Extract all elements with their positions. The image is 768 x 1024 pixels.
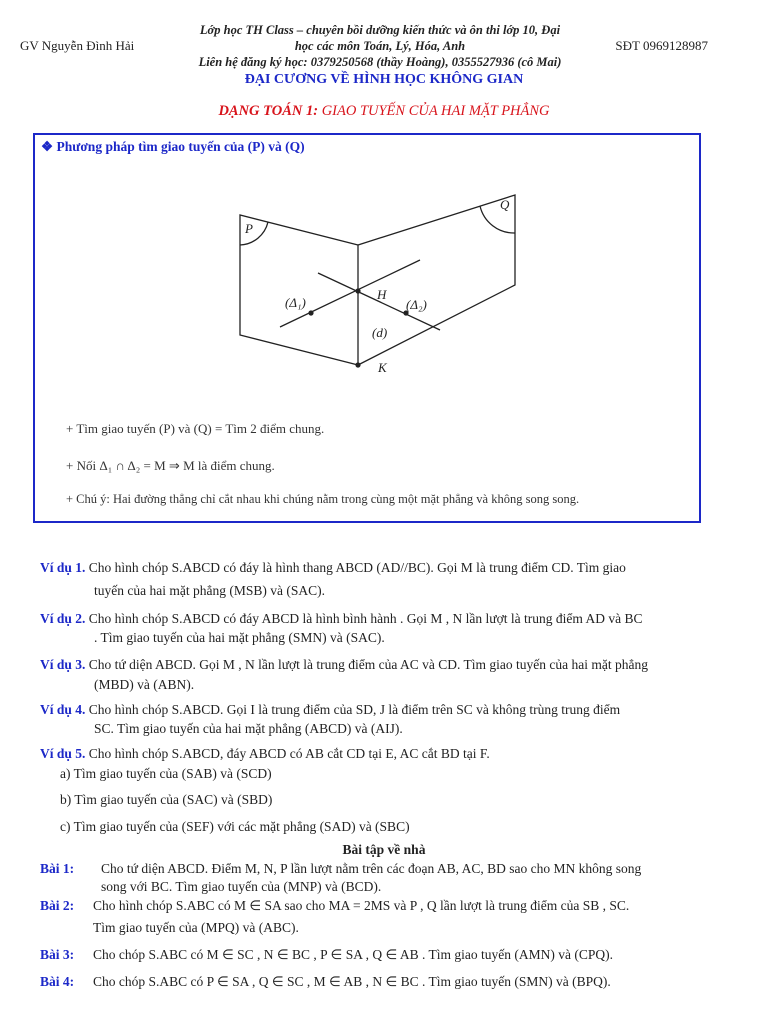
class-line-1: Lớp học TH Class – chuyên bồi dưỡng kiến thức và ôn thi lớp 10, Đại bbox=[199, 23, 561, 37]
point-on-delta-1 bbox=[308, 310, 313, 315]
homework-text: Cho chóp S.ABC có M ∈ SC , N ∈ BC , P ∈ SA , Q ∈ AB . Tìm giao tuyến (AMN) và (CPQ). bbox=[93, 947, 613, 962]
example-4-cont: SC. Tìm giao tuyến của hai mặt phẳng (ABCD) và (AIJ). bbox=[94, 721, 403, 736]
example-3-cont: (MBD) và (ABN). bbox=[94, 677, 195, 692]
section-title bbox=[0, 103, 768, 120]
label-q: Q bbox=[500, 197, 510, 212]
example-4 bbox=[40, 699, 620, 721]
example-3 bbox=[40, 654, 648, 676]
homework-title: Bài tập về nhà bbox=[342, 842, 426, 857]
homework-label: Bài 4: bbox=[40, 974, 75, 989]
planes-figure bbox=[230, 185, 530, 385]
class-line-2: học các môn Toán, Lý, Hóa, Anh bbox=[294, 39, 466, 53]
teacher-name: GV Nguyễn Đình Hải bbox=[20, 38, 135, 53]
example-label: Ví dụ 2. bbox=[40, 611, 86, 626]
label-delta-2: (Δ₂) bbox=[406, 297, 427, 312]
example-label: Ví dụ 4. bbox=[40, 702, 86, 717]
example-2 bbox=[40, 608, 642, 630]
homework-text: Cho chóp S.ABC có P ∈ SA , Q ∈ SC , M ∈ AB , N ∈ BC . Tìm giao tuyến (SMN) và (BPQ). bbox=[93, 974, 611, 989]
example-5 bbox=[40, 743, 490, 765]
class-info bbox=[150, 22, 610, 70]
example-1 bbox=[40, 557, 626, 579]
example-label: Ví dụ 3. bbox=[40, 657, 86, 672]
example-label: Ví dụ 5. bbox=[40, 746, 86, 761]
example-text: Cho hình chóp S.ABCD. Gọi I là trung điểm của SD, J là điểm trên SC và không trùng trung điểm bbox=[88, 702, 621, 717]
method-line-3: + Chú ý: Hai đường thẳng chỉ cắt nhau khi chúng nằm trong cùng một mặt phẳng và không song song. bbox=[66, 492, 580, 506]
label-h: H bbox=[377, 287, 387, 302]
example-2-cont: . Tìm giao tuyến của hai mặt phẳng (SMN) và (SAC). bbox=[94, 630, 385, 645]
label-d: (d) bbox=[372, 325, 388, 340]
sub-item-b: b) Tìm giao tuyến của (SAC) và (SBD) bbox=[60, 792, 273, 807]
example-text: Cho hình chóp S.ABCD có đáy ABCD là hình bình hành . Gọi M , N lần lượt là trung điểm AD và BC bbox=[88, 611, 643, 626]
example-text: Cho hình chóp S.ABCD có đáy là hình thang ABCD (AD//BC). Gọi M là trung điểm CD. Tìm giao bbox=[88, 560, 626, 575]
method-line-2: + Nối Δ₁ ∩ Δ₂ = M ⇒ M là điểm chung. bbox=[66, 458, 275, 473]
homework-text: Cho hình chóp S.ABC có M ∈ SA sao cho MA = 2MS và P , Q lần lượt là trung điểm của SB , SC. bbox=[93, 898, 630, 913]
plane-q-arc bbox=[480, 206, 515, 233]
homework-text: Cho tứ diện ABCD. Điểm M, N, P lần lượt nằm trên các đoạn AB, AC, BD sao cho MN không song bbox=[101, 861, 642, 876]
homework-text-cont: song với BC. Tìm giao tuyến của (MNP) và (BCD). bbox=[101, 879, 382, 894]
homework-label: Bài 1: bbox=[40, 861, 75, 876]
example-text: Cho tứ diện ABCD. Gọi M , N lần lượt là trung điểm của AC và CD. Tìm giao tuyến của hai mặt phẳng bbox=[88, 657, 648, 672]
phone-number: SĐT 0969128987 bbox=[615, 38, 708, 53]
example-1-cont: tuyến của hai mặt phẳng (MSB) và (SAC). bbox=[94, 583, 325, 598]
point-k bbox=[355, 362, 360, 367]
example-label: Ví dụ 1. bbox=[40, 560, 86, 575]
point-h bbox=[355, 288, 360, 293]
section-label: DẠNG TOÁN 1: bbox=[218, 103, 319, 119]
homework-label: Bài 3: bbox=[40, 947, 75, 962]
label-k: K bbox=[378, 360, 387, 375]
line-delta-1 bbox=[280, 260, 420, 327]
sub-item-c: c) Tìm giao tuyến của (SEF) với các mặt phẳng (SAD) và (SBC) bbox=[60, 819, 410, 834]
section-text: GIAO TUYẾN CỦA HAI MẶT PHẲNG bbox=[321, 103, 550, 119]
label-p: P bbox=[245, 221, 253, 236]
page-title: ĐẠI CƯƠNG VỀ HÌNH HỌC KHÔNG GIAN bbox=[244, 72, 524, 87]
method-line-1: + Tìm giao tuyến (P) và (Q) = Tìm 2 điểm chung. bbox=[66, 421, 325, 436]
sub-item-a: a) Tìm giao tuyến của (SAB) và (SCD) bbox=[60, 766, 272, 781]
homework-label: Bài 2: bbox=[40, 898, 75, 913]
label-delta-1: (Δ₁) bbox=[285, 295, 306, 310]
class-line-3: Liên hệ đăng ký học: 0379250568 (thầy Hoàng), 0355527936 (cô Mai) bbox=[198, 55, 562, 69]
method-title: ❖ Phương pháp tìm giao tuyến của (P) và (Q) bbox=[41, 139, 305, 154]
homework-text-cont: Tìm giao tuyến của (MPQ) và (ABC). bbox=[93, 920, 299, 935]
example-text: Cho hình chóp S.ABCD, đáy ABCD có AB cắt CD tại E, AC cắt BD tại F. bbox=[88, 746, 490, 761]
